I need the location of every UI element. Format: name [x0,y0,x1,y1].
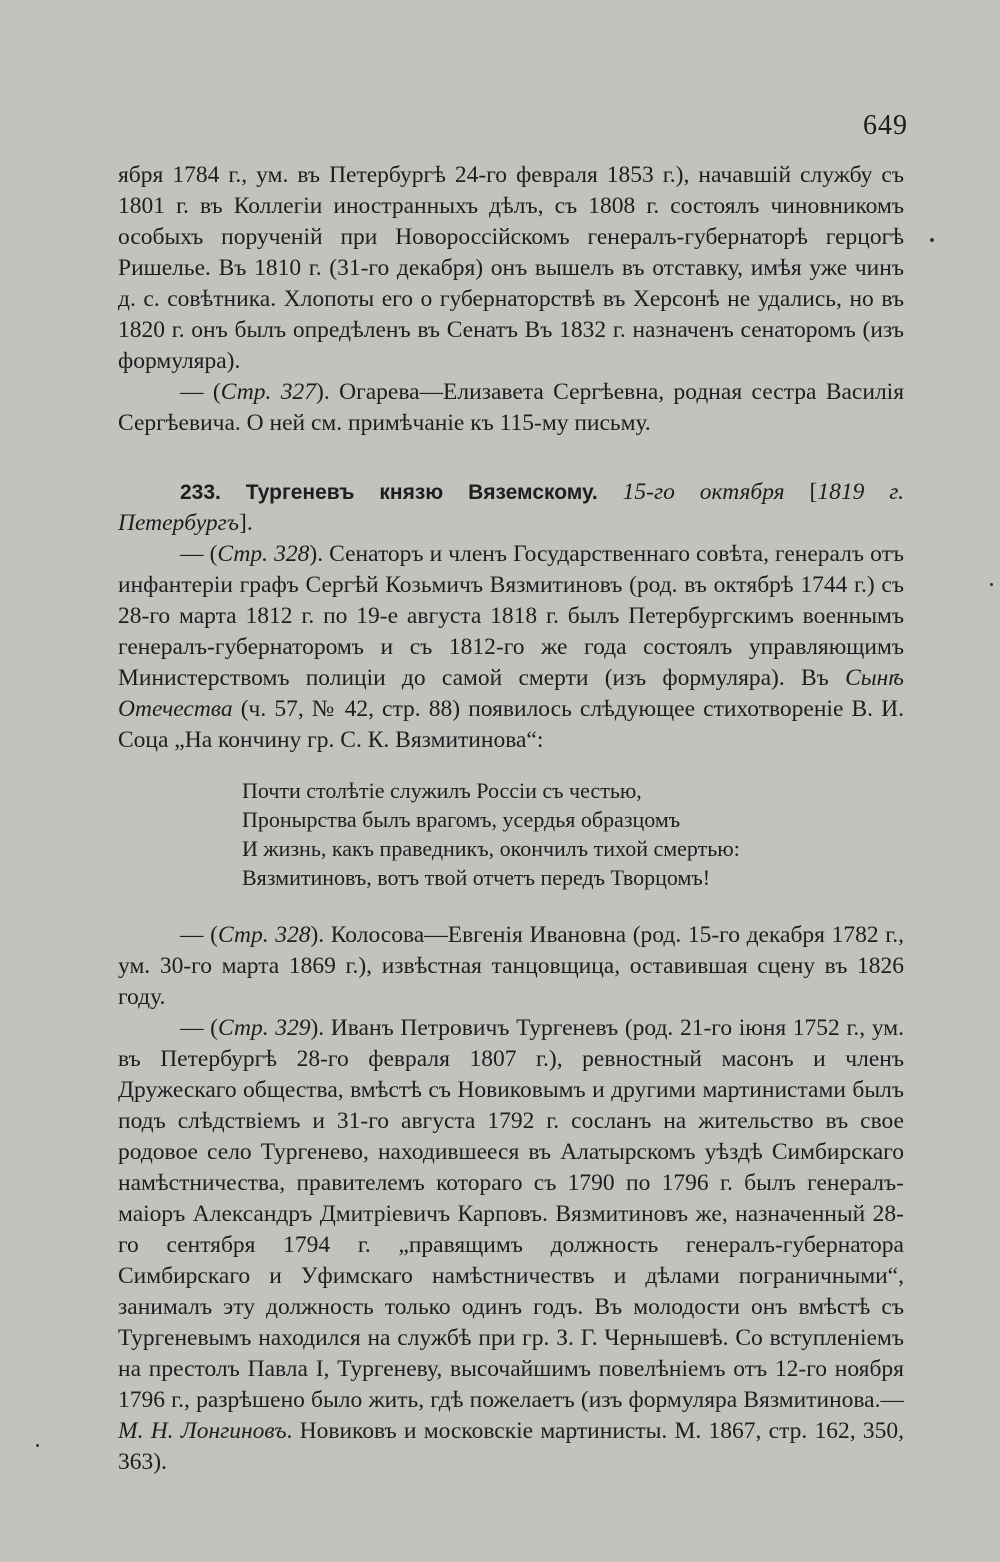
note-dash: — ( [180,541,218,567]
bracket-open: [ [784,479,818,505]
letter-title: 233. Тургеневъ князю Вяземскому. [180,481,598,504]
page-body [118,160,904,1478]
print-speck [990,583,993,586]
letter-heading [118,477,904,539]
note-vyazmitinov [118,539,904,756]
page-reference: Стр. 328 [217,922,311,948]
note-turgenev [118,1013,904,1478]
note-dash: — ( [180,1015,218,1041]
note-text: ). Колосова—Евгенія Ивановна (род. 15-го декабря 1782 г., ум. 30-го марта 1869 г.), извѣстная танцовщица, оставившая сцену въ 1826 году. [118,922,905,1010]
note-dash: — ( [180,922,218,948]
paragraph-continuation: ября 1784 г., ум. въ Петербургѣ 24-го февраля 1853 г.), начавшій службу съ 1801 г. въ Коллегіи иностранныхъ дѣлъ, съ 1808 г. состоялъ чиновникомъ особыхъ порученій при Новороссійскомъ генералъ-губернаторѣ герцогѣ Ришелье. Въ 1810 г. (31-го декабря) онъ вышелъ въ отставку, имѣя уже чинъ д. с. совѣтника. Хлопоты его о губернаторствѣ въ Херсонѣ не удались, но въ 1820 г. онъ былъ опредѣленъ въ Сенатъ Въ 1832 г. назначенъ сенаторомъ (изъ формуляра). [118,162,904,374]
note-kolosova [118,920,904,1013]
bracket-close: ]. [239,510,253,536]
print-speck [930,238,934,242]
poem [242,776,904,892]
note-text: ). Иванъ Петровичъ Тургеневъ (род. 21-го іюня 1752 г., ум. въ Петербургѣ 28-го февраля 1807 г.), ревностный масонъ и членъ Дружескаго общества, вмѣстѣ съ Новиковымъ и другими мартинистами былъ подъ слѣдствіемъ и 31-го августа 1792 г. сосланъ на жительство въ свое родовое село Тургенево, находившееся въ Алатырскомъ уѣздѣ Симбирскаго намѣстничества, правителемъ котораго съ 1790 по 1796 г. былъ генералъ-маіоръ Александръ Дмитріевичъ Карповъ. Вязмитиновъ же, назначенный 28-го сентября 1794 г. „правящимъ должность генералъ-губернатора Симбирскаго и Уфимскаго намѣстничествъ и дѣлами пограничными“, занималъ эту должность только одинъ годъ. Въ молодости онъ вмѣстѣ съ Тургеневымъ находился на службѣ при гр. З. Г. Чернышевѣ. Со вступленіемъ на престолъ Павла I, Тургеневу, высочайшимъ повелѣніемъ отъ 12-го ноября 1796 г., разрѣшено было жить, гдѣ пожелаетъ (изъ формуляра Вязмитинова.— [118,1015,905,1413]
poem-line: Вязмитиновъ, вотъ твой отчетъ передъ Творцомъ! [242,865,711,890]
note-text: (ч. 57, № 42, стр. 88) появилось слѣдующее стихотвореніе В. И. Соца „На кончину гр. С. К. Вязмитинова“: [118,696,904,753]
page-reference: Стр. 328 [217,541,310,567]
letter-place: 1819 г. Петербургъ [118,479,904,536]
letter-date: 15-го октября [622,479,785,505]
poem-line: Почти столѣтіе служилъ Россіи съ честью, [242,778,642,803]
author-reference: М. Н. Лонгиновъ [118,1418,287,1444]
note-ogareva [118,377,904,439]
print-speck [36,1444,39,1447]
page-reference: Стр. 329 [217,1015,311,1041]
poem-line: И жизнь, какъ праведникъ, окончилъ тихой смертью: [242,836,740,861]
poem-line: Пронырства былъ врагомъ, усердья образцомъ [242,807,681,832]
page-number: 649 [863,110,908,141]
note-text: . Новиковъ и московскіе мартинисты. М. 1867, стр. 162, 350, 363). [118,1418,904,1475]
journal-title: Сынѣ Отечества [118,665,904,722]
note-text: ). Огарева—Елизавета Сергѣевна, родная сестра Василія Сергѣевича. О ней см. примѣчаніе къ 115-му письму. [118,379,905,436]
note-text: ). Сенаторъ и членъ Государственнаго совѣта, генералъ отъ инфантеріи графъ Сергѣй Козьмичъ Вязмитиновъ (род. въ октябрѣ 1744 г.) съ 28-го марта 1812 г. по 19-е августа 1818 г. былъ Петербургскимъ военнымъ генералъ-губернаторомъ и съ 1812-го же года состоялъ управляющимъ Министерствомъ полиціи до самой смерти (изъ формуляра). Въ [118,541,905,691]
page-reference: Стр. 327 [220,379,316,405]
note-dash: — ( [180,379,221,405]
